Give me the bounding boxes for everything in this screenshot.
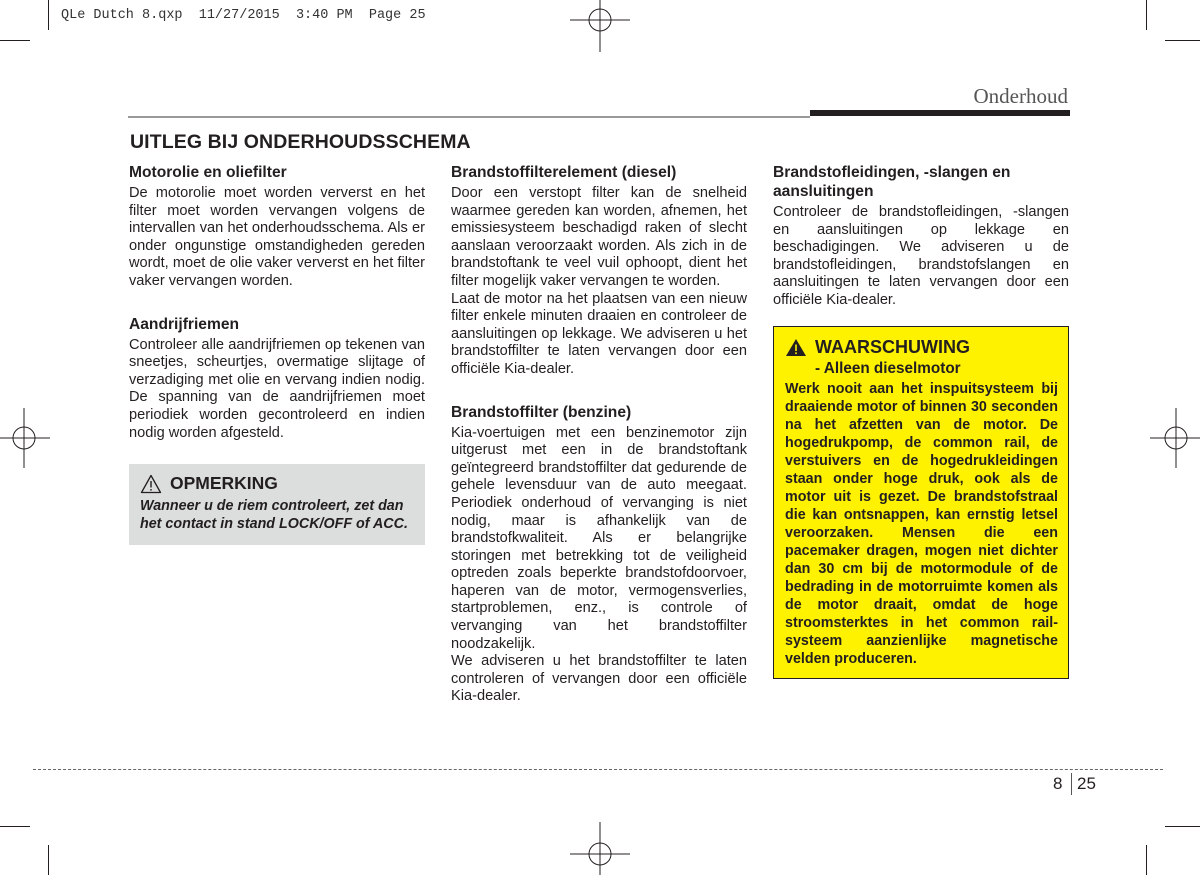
paragraph: Kia-voertuigen met een benzinemotor zijn uitgerust met een in de brandstoftank geïntegreerd brandstoffilter dat gedurende de gehele levensduur van de auto meegaat. Periodiek onderhoud of vervanging is niet nodig, maar is afhankelijk van de brandstofkwaliteit. Als er belangrijke storingen met betrekking tot de veiligheid optreden zoals beperkte brandstofdoorvoer, haperen van de motor, vermogensverlies, startproblemen, enz., is controle of vervanging van het brandstoffilter noodzakelijk. — [451, 424, 747, 652]
chapter-number: 8 — [1053, 774, 1063, 793]
crop-mark — [48, 0, 49, 30]
warning-subtitle: - Alleen dieselmotor — [815, 359, 961, 377]
column-2 — [451, 163, 747, 706]
warning-box — [773, 326, 1069, 679]
header-rule-accent — [810, 110, 1070, 116]
caution-triangle-icon — [140, 474, 162, 494]
paragraph: Controleer de brandstofleidingen, -slangen en aansluitingen op lekkage en beschadigingen. We adviseren u de brandstofleidingen, brandstofslangen en aansluitingen te laten vervangen door een officiële Kia-dealer. — [773, 204, 1069, 308]
heading-brandstofleidingen: Brandstofleidingen, -slangen en aansluitingen — [773, 164, 1011, 200]
paragraph: Laat de motor na het plaatsen van een nieuw filter enkele minuten draaien en controleer de aansluitingen op lekkage. We adviseren u het brandstoffilter te laten vervangen door een officiële Kia-dealer. — [451, 290, 747, 377]
note-box — [129, 464, 425, 545]
crop-mark — [1146, 845, 1147, 875]
registration-mark-icon — [570, 822, 630, 875]
paragraph: Door een verstopt filter kan de snelheid waarmee gereden kan worden, afnemen, het emissiesysteem beschadigd raken of slecht aanslaan veroorzaakt worden. Als zich in de brandstoftank te veel vuil ophoopt, dient het filter mogelijk vaker vervangen te worden. — [451, 185, 747, 289]
column-3 — [773, 163, 1069, 679]
heading-motorolie: Motorolie en oliefilter — [129, 164, 287, 181]
page-number: 25 — [1077, 774, 1096, 793]
header-rule — [128, 116, 810, 118]
heading-brandstoffilter-benzine: Brandstoffilter (benzine) — [451, 403, 632, 421]
heading-brandstoffilterelement: Brandstoffilterelement (diesel) — [451, 164, 677, 181]
crop-mark — [1165, 826, 1200, 827]
heading-aandrijfriemen: Aandrijfriemen — [129, 315, 240, 333]
warning-header — [785, 337, 1058, 358]
registration-mark-icon — [570, 0, 630, 52]
column-1 — [129, 163, 425, 545]
paragraph: We adviseren u het brandstoffilter te laten controleren of vervangen door een officiële Kia-dealer. — [451, 653, 747, 705]
crop-mark — [48, 845, 49, 875]
slug-line: QLe Dutch 8.qxp 11/27/2015 3:40 PM Page 25 — [61, 8, 426, 23]
note-title: OPMERKING — [170, 473, 278, 494]
page-number-separator — [1071, 773, 1072, 795]
crop-mark — [0, 826, 30, 827]
page-title: UITLEG BIJ ONDERHOUDSSCHEMA — [130, 131, 471, 153]
crop-mark — [0, 40, 30, 41]
registration-mark-icon — [1150, 408, 1200, 468]
section-title: Onderhoud — [973, 84, 1068, 108]
note-text: Wanneer u de riem controleert, zet dan het contact in stand LOCK/OFF of ACC. — [140, 498, 408, 532]
warning-triangle-icon — [785, 338, 807, 357]
registration-mark-icon — [0, 408, 50, 468]
paragraph: Controleer alle aandrijfriemen op tekenen van sneetjes, scheurtjes, overmatige slijtage of verzadiging met olie en vervang indien nodig. De spanning van de aandrijfriemen moet periodiek worden gecontroleerd en indien nodig worden afgesteld. — [129, 336, 425, 441]
note-header — [140, 473, 415, 494]
paragraph: De motorolie moet worden ververst en het filter moet worden vervangen volgens de intervallen van het onderhoudsschema. Als er onder ongunstige omstandigheden gereden wordt, moet de olie vaker ververst en het filter vaker vervangen worden. — [129, 185, 425, 289]
warning-text: Werk nooit aan het inspuitsysteem bij draaiende motor of binnen 30 seconden na het afzetten van de motor. De hogedrukpomp, de common rail, de verstuivers en de hogedrukleidingen staan onder hoge druk, ook als de motor uit is gezet. De brandstofstraal die kan ontsnappen, kan ernstig letsel veroorzaken. Mensen die een pacemaker dragen, mogen niet dichter dan 30 cm bij de motormodule of de bedrading in de motorruimte komen als de motor draait, omdat de hoge stroomsterktes in het common rail-systeem aanzienlijke magnetische velden produceren. — [785, 380, 1058, 667]
warning-title: WAARSCHUWING — [815, 336, 970, 357]
crop-mark — [1165, 40, 1200, 41]
crop-mark — [1146, 0, 1147, 30]
footer-rule — [33, 769, 1163, 770]
